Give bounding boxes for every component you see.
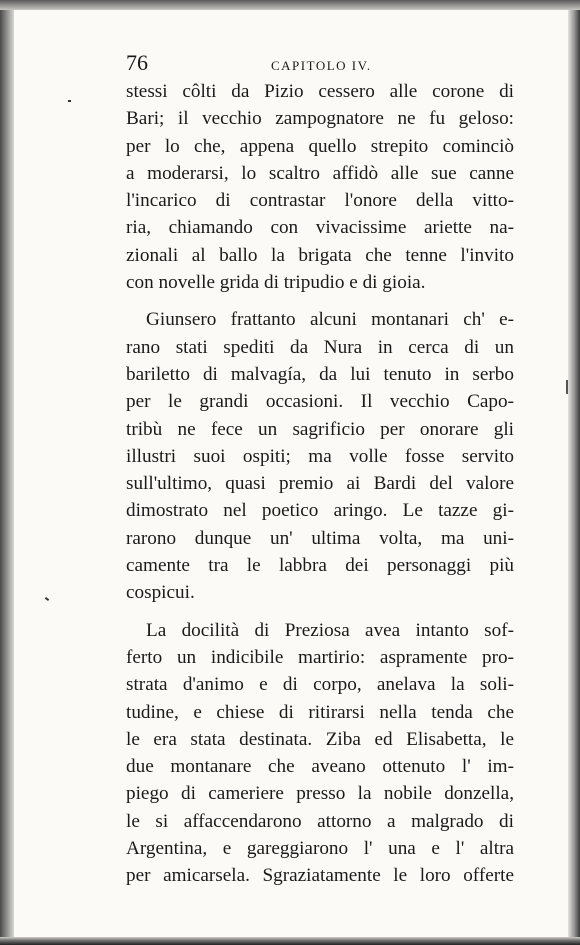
text-line: rarono dunque un' ultima volta, ma uni-	[126, 527, 514, 549]
text-line: sull'ultimo, quasi premio ai Bardi del valore	[126, 473, 514, 495]
text-line: tudine, e chiese di ritirarsi nella tenda che	[126, 701, 514, 723]
text-line: illustri suoi ospiti; ma volle fosse servito	[126, 445, 514, 467]
text-line: le era stata destinata. Ziba ed Elisabetta, le	[126, 728, 514, 750]
paragraph	[126, 306, 514, 606]
speck-mark	[566, 380, 568, 394]
text-line: l'incarico di contrastar l'onore della vitto-	[126, 190, 514, 212]
text-line: strata d'animo e di corpo, anelava la soli-	[126, 674, 514, 696]
text-line: piego di cameriere presso la nobile donzella,	[126, 783, 514, 805]
text-line: per le grandi occasioni. Il vecchio Capo-	[126, 391, 514, 413]
text-line: ria, chiamando con vivacissime ariette na-	[126, 217, 514, 239]
text-line: zionali al ballo la brigata che tenne l'invito	[126, 244, 514, 266]
text-line: due montanare che aveano ottenuto l' im-	[126, 756, 514, 778]
text-line: Bari; il vecchio zampognatore ne fu geloso:	[126, 108, 514, 130]
body-text	[126, 78, 514, 890]
text-line: a moderarsi, lo scaltro affidò alle sue canne	[126, 162, 514, 184]
text-line: La docilità di Preziosa avea intanto sof-	[146, 619, 514, 641]
speck-mark	[45, 597, 49, 601]
text-line: ferto un indicibile martirio: aspramente pro-	[126, 646, 514, 668]
text-line: Argentina, e gareggiarono l' una e l' altra	[126, 838, 514, 860]
scan-edge-bottom	[0, 937, 580, 945]
paragraph	[126, 78, 514, 296]
text-line: Giunsero frattanto alcuni montanari ch' e-	[146, 309, 514, 331]
text-line: le si affaccendarono attorno a malgrado di	[126, 810, 514, 832]
text-line: rano stati spediti da Nura in cerca di un	[126, 336, 514, 358]
text-line: per lo che, appena quello strepito cominciò	[126, 135, 514, 157]
text-line: cospicui.	[126, 582, 195, 604]
text-line: bariletto di malvagía, da lui tenuto in serbo	[126, 363, 514, 385]
scan-edge-right	[568, 0, 580, 945]
text-line: stessi côlti da Pizio cessero alle corone di	[126, 81, 514, 102]
page-header	[126, 50, 514, 80]
running-head: CAPITOLO IV.	[271, 58, 372, 73]
speck-mark	[68, 100, 71, 102]
text-line: dimostrato nel poetico aringo. Le tazze gi-	[126, 500, 514, 522]
text-line: per amicarsela. Sgraziatamente le loro offerte	[126, 865, 514, 887]
scan-edge-top	[0, 0, 580, 10]
text-line: tribù ne fece un sagrificio per onorare gli	[126, 418, 514, 440]
scan-edge-left	[0, 0, 14, 945]
text-line: camente tra le labbra dei personaggi più	[126, 555, 514, 577]
page-number: 76	[126, 50, 148, 75]
text-line: con novelle grida di tripudio e di gioia.	[126, 272, 426, 294]
paragraph	[126, 617, 514, 890]
